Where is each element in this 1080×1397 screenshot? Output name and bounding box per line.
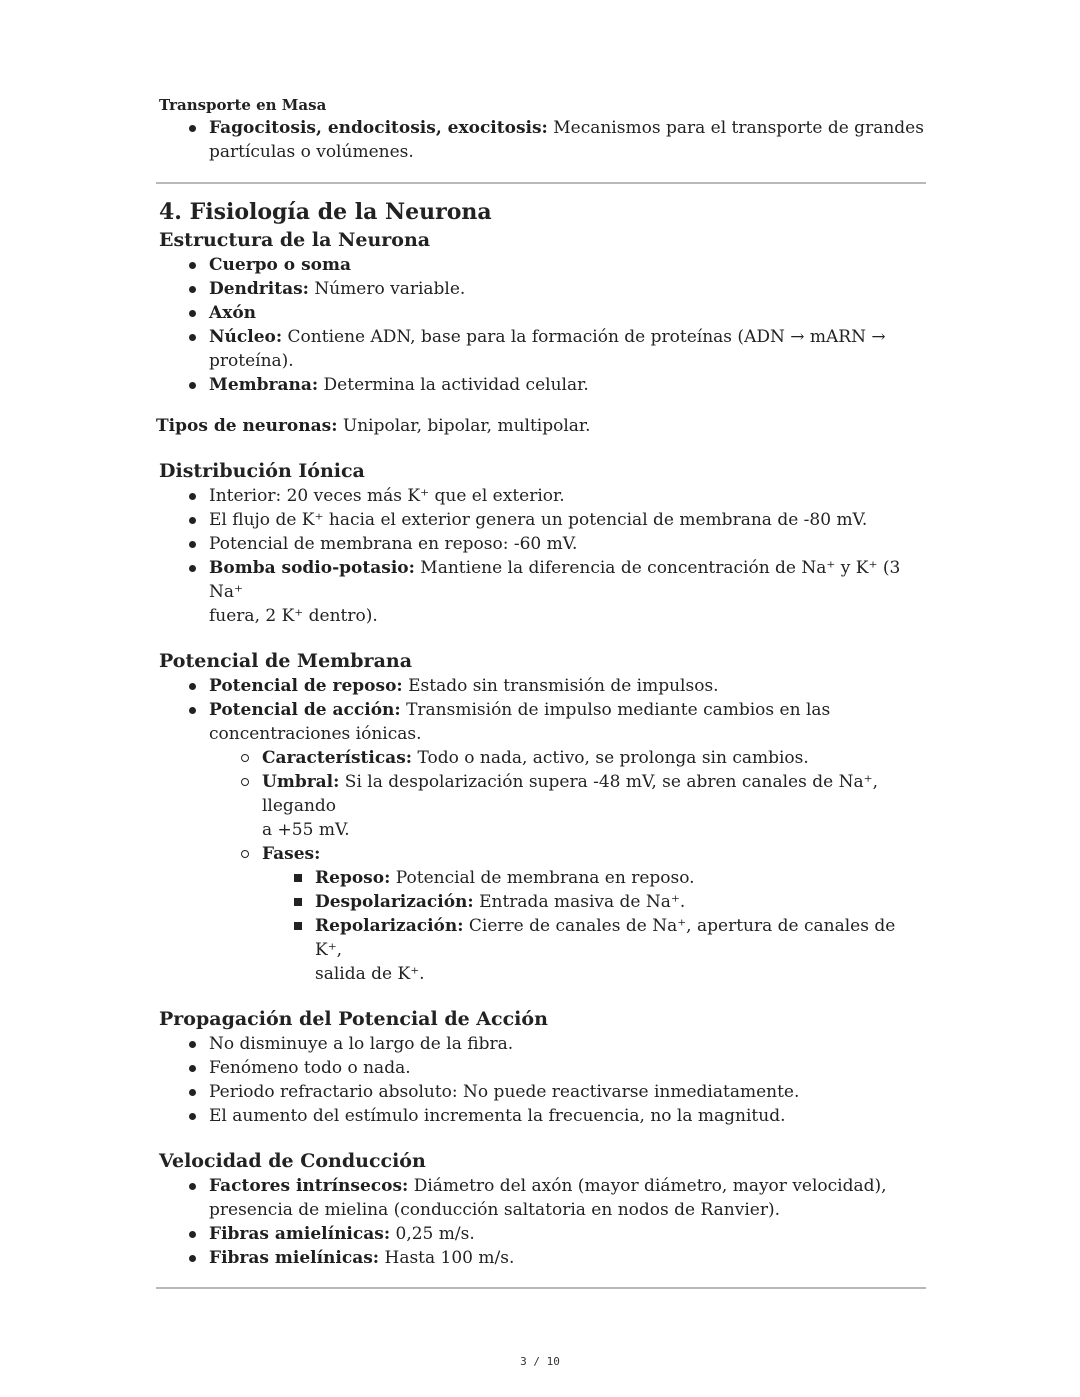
list-item: Núcleo: Contiene ADN, base para la formación de proteínas (ADN → mARN → proteína). bbox=[156, 325, 926, 373]
bullet-icon bbox=[189, 1255, 196, 1262]
list-item: Membrana: Determina la actividad celular. bbox=[156, 373, 926, 397]
list-item: Factores intrínsecos: Diámetro del axón (mayor diámetro, mayor velocidad), presencia de mielina (conducción saltatoria en nodos de Ranvier). bbox=[156, 1174, 926, 1222]
list-propagacion bbox=[156, 1032, 926, 1128]
list-item: Despolarización: Entrada masiva de Na⁺. bbox=[156, 890, 926, 914]
list-item: Fagocitosis, endocitosis, exocitosis: Mecanismos para el transporte de grandes partículas o volúmenes. bbox=[156, 116, 926, 164]
bullet-icon bbox=[189, 1231, 196, 1238]
bullet-icon bbox=[189, 334, 196, 341]
square-bullet-icon bbox=[294, 898, 302, 906]
list-item: Umbral: Si la despolarización supera -48 mV, se abren canales de Na⁺, llegando a +55 mV. bbox=[156, 770, 926, 842]
bullet-icon bbox=[189, 707, 196, 714]
list-velocidad bbox=[156, 1174, 926, 1270]
page-content bbox=[156, 94, 926, 1289]
list-item: Potencial de reposo: Estado sin transmisión de impulsos. bbox=[156, 674, 926, 698]
heading-estructura: Estructura de la Neurona bbox=[159, 229, 431, 251]
list-distribucion bbox=[156, 484, 926, 628]
bullet-icon bbox=[189, 541, 196, 548]
heading-distribucion: Distribución Iónica bbox=[159, 460, 365, 482]
list-item: No disminuye a lo largo de la fibra. bbox=[156, 1032, 926, 1056]
list-item: Axón bbox=[156, 301, 926, 325]
list-item: Interior: 20 veces más K⁺ que el exterior. bbox=[156, 484, 926, 508]
list-item: Fases: bbox=[156, 842, 926, 866]
list-potencial-accion bbox=[156, 746, 926, 866]
bullet-icon bbox=[189, 493, 196, 500]
list-item: Cuerpo o soma bbox=[156, 253, 926, 277]
list-item: Reposo: Potencial de membrana en reposo. bbox=[156, 866, 926, 890]
square-bullet-icon bbox=[294, 922, 302, 930]
heading-velocidad: Velocidad de Conducción bbox=[159, 1150, 426, 1172]
bullet-icon bbox=[189, 1183, 196, 1190]
list-item: Fibras mielínicas: Hasta 100 m/s. bbox=[156, 1246, 926, 1270]
bullet-icon bbox=[189, 286, 196, 293]
list-potencial bbox=[156, 674, 926, 746]
list-estructura bbox=[156, 253, 926, 397]
heading-transporte-masa: Transporte en Masa bbox=[159, 96, 327, 114]
list-item: Características: Todo o nada, activo, se prolonga sin cambios. bbox=[156, 746, 926, 770]
horizontal-rule bbox=[156, 1287, 926, 1289]
tipos-neuronas: Tipos de neuronas: Unipolar, bipolar, multipolar. bbox=[156, 416, 591, 436]
circle-bullet-icon bbox=[241, 754, 249, 762]
square-bullet-icon bbox=[294, 874, 302, 882]
list-item: Bomba sodio-potasio: Mantiene la diferencia de concentración de Na⁺ y K⁺ (3 Na⁺ fuera, 2 K⁺ dentro). bbox=[156, 556, 926, 628]
bullet-icon bbox=[189, 683, 196, 690]
list-item: El flujo de K⁺ hacia el exterior genera un potencial de membrana de -80 mV. bbox=[156, 508, 926, 532]
list-item: Potencial de membrana en reposo: -60 mV. bbox=[156, 532, 926, 556]
circle-bullet-icon bbox=[241, 778, 249, 786]
page-number: 3 / 10 bbox=[520, 1355, 560, 1368]
bullet-icon bbox=[189, 262, 196, 269]
bullet-icon bbox=[189, 1065, 196, 1072]
section-title: 4. Fisiología de la Neurona bbox=[159, 199, 492, 225]
bullet-icon bbox=[189, 1089, 196, 1096]
list-transporte-masa bbox=[156, 116, 926, 164]
list-item: Fenómeno todo o nada. bbox=[156, 1056, 926, 1080]
heading-propagacion: Propagación del Potencial de Acción bbox=[159, 1008, 548, 1030]
bullet-icon bbox=[189, 1041, 196, 1048]
list-item: Potencial de acción: Transmisión de impulso mediante cambios en las concentraciones iónicas. bbox=[156, 698, 926, 746]
list-item: Repolarización: Cierre de canales de Na⁺, apertura de canales de K⁺, salida de K⁺. bbox=[156, 914, 926, 986]
bullet-icon bbox=[189, 1113, 196, 1120]
list-item: Periodo refractario absoluto: No puede reactivarse inmediatamente. bbox=[156, 1080, 926, 1104]
list-item: El aumento del estímulo incrementa la frecuencia, no la magnitud. bbox=[156, 1104, 926, 1128]
list-item: Dendritas: Número variable. bbox=[156, 277, 926, 301]
bullet-icon bbox=[189, 565, 196, 572]
list-fases bbox=[156, 866, 926, 986]
bullet-icon bbox=[189, 310, 196, 317]
circle-bullet-icon bbox=[241, 850, 249, 858]
bullet-icon bbox=[189, 382, 196, 389]
bullet-icon bbox=[189, 125, 196, 132]
list-item: Fibras amielínicas: 0,25 m/s. bbox=[156, 1222, 926, 1246]
bullet-icon bbox=[189, 517, 196, 524]
heading-potencial: Potencial de Membrana bbox=[159, 650, 413, 672]
